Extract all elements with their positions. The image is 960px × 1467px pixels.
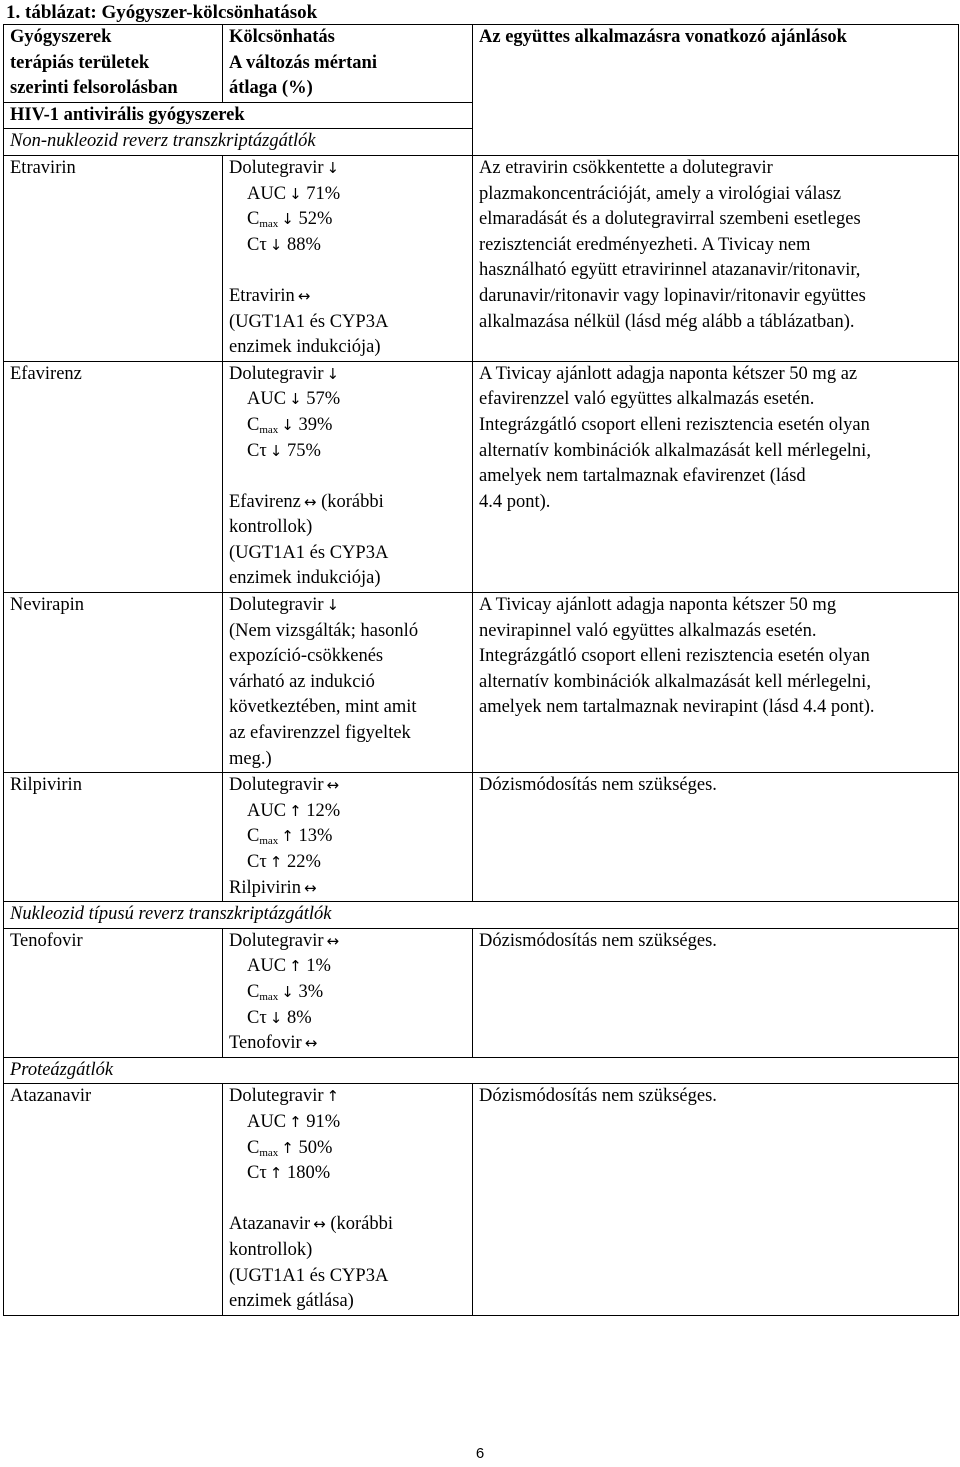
recommendation-cell: A Tivicay ajánlott adagja naponta kétszer 50 mg nevirapinnel való együttes alkalmazás esetén. Integrázgátló csoport elleni rezisztencia esetén olyan alternatív kombinációk alkalmazását kell mérlegelni, amelyek nem tartalmaznak nevirapint (lásd 4.4 pont). [473, 593, 959, 773]
section-protease-inhibitors: Proteázgátlók [4, 1057, 959, 1084]
recommendation-cell: Dózismódosítás nem szükséges. [473, 1084, 959, 1315]
arrow-up-icon: ↑ [289, 801, 302, 820]
table-row-tenofovir [4, 928, 959, 1057]
arrow-up-icon: ↑ [281, 1138, 294, 1157]
drug-name: Tenofovir [4, 928, 223, 1057]
arrow-down-icon: ↓ [326, 158, 340, 177]
arrow-down-icon: ↓ [281, 415, 294, 434]
header-interaction: Kölcsönhatás A változás mértani átlaga (%) [223, 25, 473, 103]
interaction-cell: Dolutegravir ↓ (Nem vizsgálták; hasonló expozíció-csökkenés várható az indukció következtében, mint amit az efavirenzzel figyeltek meg.) [223, 593, 473, 773]
recommendation-cell: Dózismódosítás nem szükséges. [473, 773, 959, 902]
table-row-nevirapin [4, 593, 959, 773]
drug-name: Atazanavir [4, 1084, 223, 1315]
arrow-down-icon: ↓ [281, 210, 294, 229]
arrow-down-icon: ↓ [281, 982, 294, 1001]
drug-name: Etravirin [4, 155, 223, 361]
arrow-down-icon: ↓ [269, 1008, 283, 1027]
table-row-efavirenz [4, 361, 959, 592]
section-row [4, 1057, 959, 1084]
arrow-both-icon: ↔ [326, 776, 340, 795]
arrow-both-icon: ↔ [303, 878, 317, 897]
interaction-cell: Dolutegravir ↑ AUC ↑ 91% $C_{max}$ ↑ 50% Cτ ↑ 180% Atazanavir ↔ (korábbi kontrollok) (UGT1A1 és CYP3A enzimek gátlása) [223, 1084, 473, 1315]
arrow-down-icon: ↓ [289, 184, 302, 203]
interaction-cell: Dolutegravir ↔ AUC ↑ 1% $C_{max}$ ↓ 3% Cτ ↓ 8% Tenofovir ↔ [223, 928, 473, 1057]
section-row [4, 902, 959, 929]
arrow-up-icon: ↑ [281, 827, 294, 846]
arrow-both-icon: ↔ [313, 1215, 326, 1234]
page-number: 6 [475, 1445, 485, 1462]
arrow-down-icon: ↓ [326, 596, 340, 615]
arrow-up-icon: ↑ [326, 1087, 340, 1106]
table-title: 1. táblázat: Gyógyszer-kölcsönhatások [6, 2, 318, 23]
table-row-atazanavir [4, 1084, 959, 1315]
interaction-cell: Dolutegravir ↓ AUC ↓ 57% $C_{max}$ ↓ 39% Cτ ↓ 75% Efavirenz ↔ (korábbi kontrollok) (UGT1A1 és CYP3A enzimek indukciója) [223, 361, 473, 592]
arrow-up-icon: ↑ [289, 1112, 302, 1131]
header-recommendations: Az együttes alkalmazásra vonatkozó ajánlások [473, 25, 959, 156]
recommendation-cell: Dózismódosítás nem szükséges. [473, 928, 959, 1057]
table-row-rilpivirin [4, 773, 959, 902]
arrow-up-icon: ↑ [289, 957, 302, 976]
drug-name: Nevirapin [4, 593, 223, 773]
arrow-down-icon: ↓ [326, 364, 340, 383]
section-nrti: Nukleozid típusú reverz transzkriptázgátlók [4, 902, 959, 929]
drug-name: Rilpivirin [4, 773, 223, 902]
arrow-down-icon: ↓ [269, 235, 283, 254]
arrow-both-icon: ↔ [297, 286, 311, 305]
recommendation-cell: Az etravirin csökkentette a dolutegravir plazmakoncentrációját, amely a virológiai válasz elmaradását és a dolutegravirral szembeni esetleges rezisztenciát eredményezheti. A Tivicay nem használható együtt etravirinnel atazanavir/ritonavir, darunavir/ritonavir vagy lopinavir/ritonavir együttes alkalmazása nélkül (lásd még alább a táblázatban). [473, 155, 959, 361]
recommendation-cell: A Tivicay ajánlott adagja naponta kétszer 50 mg az efavirenzzel való együttes alkalmazás esetén. Integrázgátló csoport elleni rezisztencia esetén olyan alternatív kombinációk alkalmazását kell mérlegelni, amelyek nem tartalmaznak efavirenzet (lásd 4.4 pont). [473, 361, 959, 592]
interaction-cell: Dolutegravir ↓ AUC ↓ 71% $C_{max}$ ↓ 52% Cτ ↓ 88% Etravirin ↔ (UGT1A1 és CYP3A enzimek indukciója) [223, 155, 473, 361]
arrow-up-icon: ↑ [269, 853, 283, 871]
arrow-both-icon: ↔ [303, 492, 317, 511]
section-nnrti: Non-nukleozid reverz transzkriptázgátlók [4, 129, 473, 156]
header-drugs: Gyógyszerek terápiás területek szerinti felsorolásban [4, 25, 223, 103]
section-hiv-antivirals: HIV-1 antivirális gyógyszerek [4, 102, 473, 129]
table-header-row [4, 25, 959, 103]
arrow-up-icon: ↑ [269, 1164, 283, 1183]
arrow-both-icon: ↔ [326, 931, 340, 950]
drug-name: Efavirenz [4, 361, 223, 592]
interaction-table [3, 24, 959, 1316]
arrow-both-icon: ↔ [304, 1034, 318, 1053]
table-row-etravirin [4, 155, 959, 361]
arrow-down-icon: ↓ [269, 441, 283, 460]
arrow-down-icon: ↓ [289, 390, 302, 409]
interaction-cell: Dolutegravir ↔ AUC ↑ 12% $C_{max}$ ↑ 13% Cτ ↑ 22% Rilpivirin ↔ [223, 773, 473, 902]
